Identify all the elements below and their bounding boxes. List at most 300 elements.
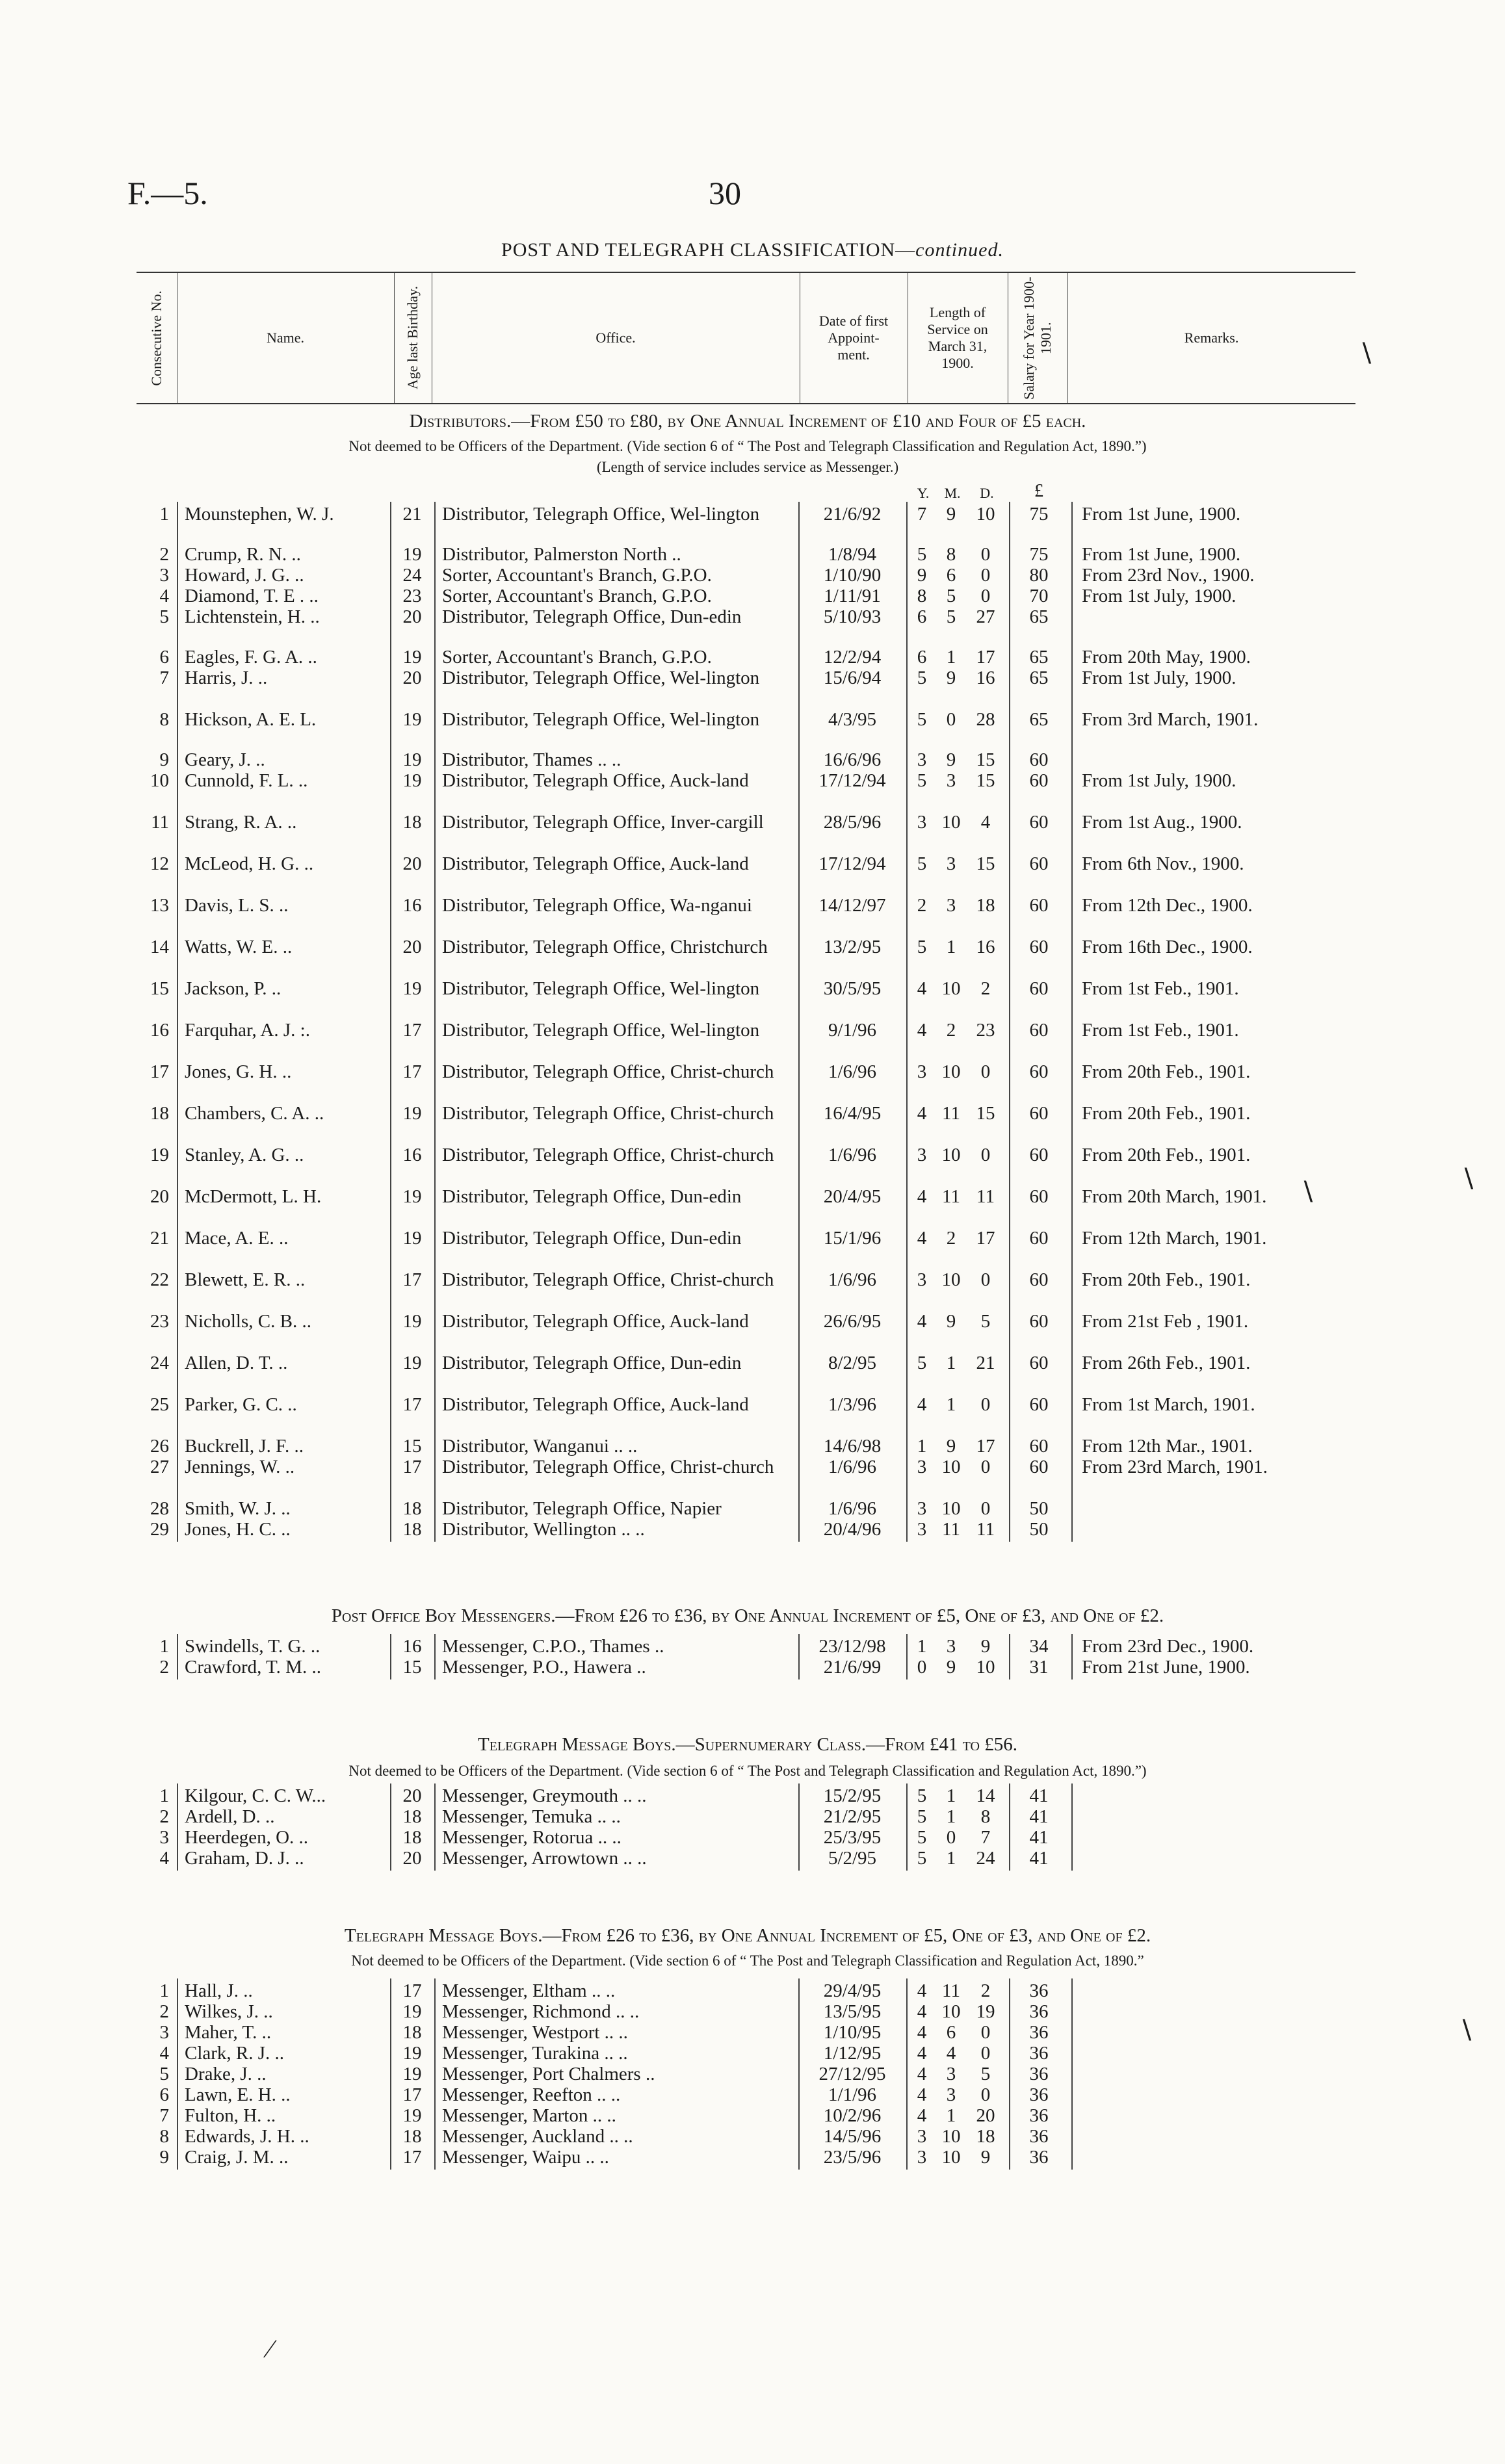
cell-y: 3 xyxy=(917,749,927,770)
cell-remarks: From 23rd Dec., 1900. xyxy=(1082,1636,1254,1657)
cell-salary: 36 xyxy=(1029,1980,1049,2001)
cell-salary: 65 xyxy=(1029,709,1049,730)
cell-date: 1/6/96 xyxy=(828,1145,877,1165)
page-title-suffix: continued. xyxy=(915,239,1004,261)
cell-salary: 60 xyxy=(1029,1457,1049,1477)
cell-d: 14 xyxy=(976,1785,995,1806)
cell-y: 3 xyxy=(917,2147,927,2168)
cell-name: Ardell, D. .. xyxy=(185,1806,275,1827)
cell-office: Distributor, Telegraph Office, Christ-church xyxy=(442,1061,774,1082)
cell-y: 3 xyxy=(917,1457,927,1477)
cell-name: Strang, R. A. .. xyxy=(185,812,297,833)
cell-d: 9 xyxy=(980,2147,991,2168)
cell-d: 0 xyxy=(980,1061,991,1082)
cell-no: 23 xyxy=(150,1311,169,1332)
cell-office: Messenger, P.O., Hawera .. xyxy=(442,1657,646,1678)
cell-office: Messenger, Westport .. .. xyxy=(442,2022,628,2043)
cell-m: 5 xyxy=(946,606,956,627)
cell-remarks: From 12th Dec., 1900. xyxy=(1082,895,1253,916)
header-consecutive-no xyxy=(137,273,177,403)
cell-name: Hickson, A. E. L. xyxy=(185,709,317,730)
cell-m: 1 xyxy=(946,1785,956,1806)
cell-m: 9 xyxy=(946,1657,956,1678)
cell-age: 18 xyxy=(402,2126,422,2147)
cell-name: Drake, J. .. xyxy=(185,2064,267,2084)
cell-name: Parker, G. C. .. xyxy=(185,1394,297,1415)
cell-d: 5 xyxy=(980,2064,991,2084)
cell-date: 1/12/95 xyxy=(823,2043,882,2064)
cell-salary: 36 xyxy=(1029,2147,1049,2168)
cell-date: 13/5/95 xyxy=(823,2001,882,2022)
cell-y: 5 xyxy=(917,668,927,688)
cell-no: 8 xyxy=(159,2126,169,2147)
cell-name: Smith, W. J. .. xyxy=(185,1498,291,1519)
cell-no: 5 xyxy=(159,606,169,627)
cell-age: 17 xyxy=(402,1269,422,1290)
cell-date: 13/2/95 xyxy=(823,937,882,957)
column-rule xyxy=(798,1783,800,1871)
header-salary xyxy=(1008,273,1067,403)
cell-m: 2 xyxy=(946,1228,956,1249)
cell-y: 3 xyxy=(917,1498,927,1519)
header-age xyxy=(394,273,432,403)
cell-age: 19 xyxy=(402,770,422,791)
cell-d: 0 xyxy=(980,565,991,586)
cell-office: Distributor, Telegraph Office, Christ-church xyxy=(442,1457,774,1477)
cell-salary: 60 xyxy=(1029,1103,1049,1124)
cell-office: Distributor, Telegraph Office, Wel-lington xyxy=(442,709,760,730)
cell-salary: 60 xyxy=(1029,895,1049,916)
cell-d: 18 xyxy=(976,2126,995,2147)
cell-age: 24 xyxy=(402,565,422,586)
cell-m: 0 xyxy=(946,709,956,730)
column-rule xyxy=(798,1634,800,1679)
cell-y: 4 xyxy=(917,2022,927,2043)
unit-pound: £ xyxy=(1034,481,1043,501)
cell-date: 1/10/95 xyxy=(823,2022,882,2043)
cell-y: 9 xyxy=(917,565,927,586)
cell-m: 10 xyxy=(941,1269,961,1290)
cell-m: 10 xyxy=(941,2126,961,2147)
cell-no: 16 xyxy=(150,1020,169,1041)
cell-y: 3 xyxy=(917,1145,927,1165)
cell-age: 17 xyxy=(402,1061,422,1082)
column-rule xyxy=(1071,1978,1073,2170)
cell-date: 15/2/95 xyxy=(823,1785,882,1806)
cell-office: Distributor, Telegraph Office, Wel-lington xyxy=(442,504,760,525)
cell-date: 1/6/96 xyxy=(828,1061,877,1082)
cell-remarks: From 26th Feb., 1901. xyxy=(1082,1353,1251,1373)
cell-salary: 34 xyxy=(1029,1636,1049,1657)
cell-no: 11 xyxy=(151,812,169,833)
cell-no: 13 xyxy=(150,895,169,916)
cell-salary: 60 xyxy=(1029,1061,1049,1082)
cell-age: 16 xyxy=(402,1636,422,1657)
cell-name: Swindells, T. G. .. xyxy=(185,1636,321,1657)
cell-office: Distributor, Palmerston North .. xyxy=(442,544,681,565)
cell-office: Distributor, Telegraph Office, Inver-cargill xyxy=(442,812,764,833)
cell-remarks: From 3rd March, 1901. xyxy=(1082,709,1259,730)
cell-d: 0 xyxy=(980,1457,991,1477)
cell-age: 19 xyxy=(402,1228,422,1249)
cell-name: Harris, J. .. xyxy=(185,668,268,688)
cell-age: 20 xyxy=(402,606,422,627)
cell-name: Fulton, H. .. xyxy=(185,2105,276,2126)
cell-name: Clark, R. J. .. xyxy=(185,2043,285,2064)
cell-office: Distributor, Telegraph Office, Christ-church xyxy=(442,1269,774,1290)
cell-no: 28 xyxy=(150,1498,169,1519)
cell-y: 6 xyxy=(917,606,927,627)
cell-no: 2 xyxy=(159,1806,169,1827)
cell-y: 7 xyxy=(917,504,927,525)
cell-office: Messenger, Rotorua .. .. xyxy=(442,1827,622,1848)
cell-d: 0 xyxy=(980,1269,991,1290)
cell-d: 11 xyxy=(976,1186,995,1207)
cell-salary: 41 xyxy=(1029,1785,1049,1806)
cell-office: Messenger, C.P.O., Thames .. xyxy=(442,1636,664,1657)
cell-date: 14/6/98 xyxy=(823,1436,882,1457)
cell-no: 3 xyxy=(159,565,169,586)
page-title-text: POST AND TELEGRAPH CLASSIFICATION— xyxy=(501,239,916,261)
cell-m: 1 xyxy=(946,1394,956,1415)
cell-age: 19 xyxy=(402,544,422,565)
cell-y: 4 xyxy=(917,1020,927,1041)
column-rule xyxy=(798,1978,800,2170)
cell-name: Lawn, E. H. .. xyxy=(185,2084,291,2105)
cell-age: 17 xyxy=(402,1020,422,1041)
cell-m: 11 xyxy=(942,1980,960,2001)
cell-y: 5 xyxy=(917,853,927,874)
cell-name: Eagles, F. G. A. .. xyxy=(185,647,317,668)
cell-d: 0 xyxy=(980,2043,991,2064)
cell-age: 17 xyxy=(402,1457,422,1477)
cell-m: 10 xyxy=(941,2147,961,2168)
cell-date: 15/6/94 xyxy=(823,668,882,688)
cell-office: Distributor, Thames .. .. xyxy=(442,749,622,770)
cell-y: 4 xyxy=(917,1228,927,1249)
cell-name: McLeod, H. G. .. xyxy=(185,853,314,874)
cell-name: Crump, R. N. .. xyxy=(185,544,301,565)
cell-m: 4 xyxy=(946,2043,956,2064)
cell-m: 9 xyxy=(946,749,956,770)
cell-m: 1 xyxy=(946,2105,956,2126)
cell-age: 18 xyxy=(402,2022,422,2043)
column-rule xyxy=(906,1634,908,1679)
cell-salary: 60 xyxy=(1029,1145,1049,1165)
cell-date: 8/2/95 xyxy=(828,1353,877,1373)
cell-m: 3 xyxy=(946,2064,956,2084)
cell-m: 10 xyxy=(941,1145,961,1165)
cell-name: Jones, G. H. .. xyxy=(185,1061,292,1082)
cell-salary: 60 xyxy=(1029,853,1049,874)
cell-no: 27 xyxy=(150,1457,169,1477)
cell-office: Distributor, Telegraph Office, Dun-edin xyxy=(442,1228,742,1249)
cell-office: Sorter, Accountant's Branch, G.P.O. xyxy=(442,565,712,586)
cell-m: 10 xyxy=(941,1061,961,1082)
cell-office: Messenger, Auckland .. .. xyxy=(442,2126,633,2147)
column-rule xyxy=(390,1978,391,2170)
cell-d: 27 xyxy=(976,606,995,627)
cell-salary: 65 xyxy=(1029,668,1049,688)
cell-date: 1/3/96 xyxy=(828,1394,877,1415)
cell-name: McDermott, L. H. xyxy=(185,1186,322,1207)
cell-name: Diamond, T. E . .. xyxy=(185,586,319,606)
cell-d: 0 xyxy=(980,586,991,606)
cell-office: Distributor, Telegraph Office, Dun-edin xyxy=(442,1186,742,1207)
cell-salary: 60 xyxy=(1029,1228,1049,1249)
cell-d: 10 xyxy=(976,1657,995,1678)
cell-no: 8 xyxy=(159,709,169,730)
cell-y: 1 xyxy=(917,1436,927,1457)
cell-no: 6 xyxy=(159,647,169,668)
cell-salary: 50 xyxy=(1029,1498,1049,1519)
cell-salary: 60 xyxy=(1029,1353,1049,1373)
column-rule xyxy=(1009,1634,1010,1679)
cell-salary: 60 xyxy=(1029,812,1049,833)
cell-d: 21 xyxy=(976,1353,995,1373)
cell-office: Messenger, Waipu .. .. xyxy=(442,2147,609,2168)
cell-m: 1 xyxy=(946,647,956,668)
cell-no: 17 xyxy=(150,1061,169,1082)
cell-name: Kilgour, C. C. W... xyxy=(185,1785,326,1806)
cell-y: 4 xyxy=(917,2001,927,2022)
column-rule xyxy=(177,1634,178,1679)
cell-name: Craig, J. M. .. xyxy=(185,2147,289,2168)
cell-no: 9 xyxy=(159,749,169,770)
cell-no: 21 xyxy=(150,1228,169,1249)
cell-remarks: From 1st Aug., 1900. xyxy=(1082,812,1242,833)
cell-office: Messenger, Reefton .. .. xyxy=(442,2084,621,2105)
cell-y: 1 xyxy=(917,1636,927,1657)
cell-date: 9/1/96 xyxy=(828,1020,877,1041)
cell-office: Distributor, Telegraph Office, Wel-lington xyxy=(442,1020,760,1041)
cell-age: 16 xyxy=(402,895,422,916)
cell-name: Wilkes, J. .. xyxy=(185,2001,273,2022)
cell-salary: 60 xyxy=(1029,1186,1049,1207)
cell-d: 16 xyxy=(976,668,995,688)
cell-date: 1/6/96 xyxy=(828,1269,877,1290)
cell-salary: 60 xyxy=(1029,749,1049,770)
cell-name: Farquhar, A. J. :. xyxy=(185,1020,310,1041)
cell-y: 5 xyxy=(917,1785,927,1806)
cell-name: Heerdegen, O. .. xyxy=(185,1827,309,1848)
message-boys-heading: Telegraph Message Boys.—From £26 to £36, by One Annual Increment of £5, One of £3, and One of £2. xyxy=(344,1925,1151,1946)
header-remarks: Remarks. xyxy=(1184,330,1239,346)
cell-age: 15 xyxy=(402,1436,422,1457)
cell-age: 19 xyxy=(402,978,422,999)
cell-age: 18 xyxy=(402,812,422,833)
cell-age: 18 xyxy=(402,1806,422,1827)
cell-no: 6 xyxy=(159,2084,169,2105)
cell-date: 5/2/95 xyxy=(828,1848,877,1869)
cell-date: 14/12/97 xyxy=(818,895,886,916)
header-length: Length of Service on March 31, 1900. xyxy=(927,304,988,371)
cell-m: 9 xyxy=(946,1436,956,1457)
unit-years: Y. xyxy=(917,485,930,501)
cell-date: 17/12/94 xyxy=(818,770,886,791)
cell-d: 7 xyxy=(980,1827,991,1848)
cell-m: 3 xyxy=(946,853,956,874)
cell-date: 1/10/90 xyxy=(823,565,882,586)
cell-office: Sorter, Accountant's Branch, G.P.O. xyxy=(442,647,712,668)
cell-salary: 41 xyxy=(1029,1806,1049,1827)
cell-salary: 41 xyxy=(1029,1848,1049,1869)
cell-m: 10 xyxy=(941,2001,961,2022)
cell-d: 11 xyxy=(976,1519,995,1540)
cell-age: 17 xyxy=(402,1980,422,2001)
cell-remarks: From 23rd Nov., 1900. xyxy=(1082,565,1255,586)
cell-name: Maher, T. .. xyxy=(185,2022,272,2043)
cell-name: Graham, D. J. .. xyxy=(185,1848,304,1869)
cell-no: 1 xyxy=(159,1980,169,2001)
cell-y: 0 xyxy=(917,1657,927,1678)
cell-office: Messenger, Richmond .. .. xyxy=(442,2001,640,2022)
cell-office: Distributor, Telegraph Office, Christ-church xyxy=(442,1103,774,1124)
cell-salary: 60 xyxy=(1029,978,1049,999)
cell-date: 21/6/99 xyxy=(823,1657,882,1678)
cell-date: 29/4/95 xyxy=(823,1980,882,2001)
cell-no: 9 xyxy=(159,2147,169,2168)
cell-remarks: From 21st Feb , 1901. xyxy=(1082,1311,1249,1332)
cell-y: 5 xyxy=(917,709,927,730)
cell-age: 19 xyxy=(402,1186,422,1207)
cell-remarks: From 1st July, 1900. xyxy=(1082,586,1237,606)
cell-d: 20 xyxy=(976,2105,995,2126)
cell-d: 5 xyxy=(980,1311,991,1332)
cell-age: 18 xyxy=(402,1519,422,1540)
column-rule xyxy=(1009,502,1010,1542)
cell-salary: 65 xyxy=(1029,647,1049,668)
cell-no: 4 xyxy=(159,1848,169,1869)
cell-no: 2 xyxy=(159,2001,169,2022)
cell-m: 11 xyxy=(942,1519,960,1540)
margin-mark: ∖ xyxy=(1299,1177,1316,1206)
cell-d: 15 xyxy=(976,749,995,770)
cell-salary: 36 xyxy=(1029,2084,1049,2105)
cell-age: 20 xyxy=(402,1785,422,1806)
cell-name: Edwards, J. H. .. xyxy=(185,2126,309,2147)
cell-date: 16/4/95 xyxy=(823,1103,882,1124)
cell-y: 5 xyxy=(917,1827,927,1848)
cell-y: 4 xyxy=(917,1394,927,1415)
column-rule xyxy=(434,1783,436,1871)
cell-d: 17 xyxy=(976,1228,995,1249)
cell-m: 9 xyxy=(946,668,956,688)
cell-y: 4 xyxy=(917,1311,927,1332)
cell-m: 1 xyxy=(946,1848,956,1869)
cell-salary: 75 xyxy=(1029,544,1049,565)
page-title xyxy=(0,239,1505,261)
cell-age: 16 xyxy=(402,1145,422,1165)
cell-remarks: From 16th Dec., 1900. xyxy=(1082,937,1253,957)
cell-age: 18 xyxy=(402,1498,422,1519)
cell-age: 17 xyxy=(402,2084,422,2105)
cell-no: 3 xyxy=(159,1827,169,1848)
cell-name: Stanley, A. G. .. xyxy=(185,1145,304,1165)
cell-no: 2 xyxy=(159,1657,169,1678)
cell-d: 19 xyxy=(976,2001,995,2022)
cell-office: Distributor, Wanganui .. .. xyxy=(442,1436,638,1457)
unit-days: D. xyxy=(980,485,994,501)
cell-name: Geary, J. .. xyxy=(185,749,265,770)
cell-d: 28 xyxy=(976,709,995,730)
page-series: F.—5. xyxy=(127,175,208,211)
cell-m: 1 xyxy=(946,1353,956,1373)
cell-y: 5 xyxy=(917,544,927,565)
cell-name: Davis, L. S. .. xyxy=(185,895,289,916)
cell-age: 19 xyxy=(402,749,422,770)
cell-age: 20 xyxy=(402,937,422,957)
cell-no: 1 xyxy=(159,1785,169,1806)
boy-messengers-heading: Post Office Boy Messengers.—From £26 to £36, by One Annual Increment of £5, One of £3, and One of £2. xyxy=(331,1605,1164,1626)
cell-age: 19 xyxy=(402,2001,422,2022)
cell-d: 24 xyxy=(976,1848,995,1869)
column-rule xyxy=(906,502,908,1542)
cell-no: 4 xyxy=(159,586,169,606)
cell-age: 20 xyxy=(402,853,422,874)
cell-date: 1/11/91 xyxy=(824,586,881,606)
cell-office: Distributor, Telegraph Office, Napier xyxy=(442,1498,722,1519)
cell-m: 10 xyxy=(941,978,961,999)
cell-m: 5 xyxy=(946,586,956,606)
cell-name: Nicholls, C. B. .. xyxy=(185,1311,311,1332)
cell-office: Distributor, Telegraph Office, Wel-lington xyxy=(442,668,760,688)
margin-mark: ∖ xyxy=(1458,2016,1474,2045)
cell-m: 3 xyxy=(946,1636,956,1657)
cell-y: 3 xyxy=(917,1269,927,1290)
cell-no: 4 xyxy=(159,2043,169,2064)
cell-no: 10 xyxy=(150,770,169,791)
header-salary-text: Salary for Year 1900-1901. xyxy=(1021,276,1054,400)
cell-y: 4 xyxy=(917,1980,927,2001)
cell-remarks: From 20th Feb., 1901. xyxy=(1082,1269,1251,1290)
column-rule xyxy=(177,502,178,1542)
cell-age: 19 xyxy=(402,2064,422,2084)
distributors-note: Not deemed to be Officers of the Department. (Vide section 6 of “ The Post and Telegraph Classification and Regulation Act, 1890.”) xyxy=(348,438,1147,454)
cell-d: 0 xyxy=(980,1498,991,1519)
cell-date: 21/2/95 xyxy=(823,1806,882,1827)
cell-salary: 41 xyxy=(1029,1827,1049,1848)
column-rule xyxy=(1071,1783,1073,1871)
cell-office: Messenger, Temuka .. .. xyxy=(442,1806,621,1827)
cell-age: 15 xyxy=(402,1657,422,1678)
cell-y: 6 xyxy=(917,647,927,668)
cell-m: 3 xyxy=(946,895,956,916)
cell-date: 1/1/96 xyxy=(828,2084,877,2105)
cell-remarks: From 23rd March, 1901. xyxy=(1082,1457,1268,1477)
cell-salary: 60 xyxy=(1029,937,1049,957)
cell-age: 23 xyxy=(402,586,422,606)
cell-remarks: From 1st June, 1900. xyxy=(1082,504,1241,525)
distributors-note-service: (Length of service includes service as Messenger.) xyxy=(596,459,899,475)
header-date-first: Date of first Appoint-ment. xyxy=(818,313,889,363)
cell-m: 8 xyxy=(946,544,956,565)
cell-no: 12 xyxy=(150,853,169,874)
cell-age: 19 xyxy=(402,647,422,668)
cell-office: Distributor, Telegraph Office, Wel-lington xyxy=(442,978,760,999)
cell-no: 25 xyxy=(150,1394,169,1415)
cell-salary: 36 xyxy=(1029,2064,1049,2084)
cell-no: 20 xyxy=(150,1186,169,1207)
cell-age: 17 xyxy=(402,2147,422,2168)
cell-m: 3 xyxy=(946,2084,956,2105)
column-rule xyxy=(1009,1978,1010,2170)
column-rule xyxy=(390,1634,391,1679)
cell-name: Crawford, T. M. .. xyxy=(185,1657,321,1678)
cell-office: Distributor, Telegraph Office, Auck-land xyxy=(442,1311,749,1332)
cell-name: Lichtenstein, H. .. xyxy=(185,606,320,627)
cell-d: 0 xyxy=(980,2084,991,2105)
